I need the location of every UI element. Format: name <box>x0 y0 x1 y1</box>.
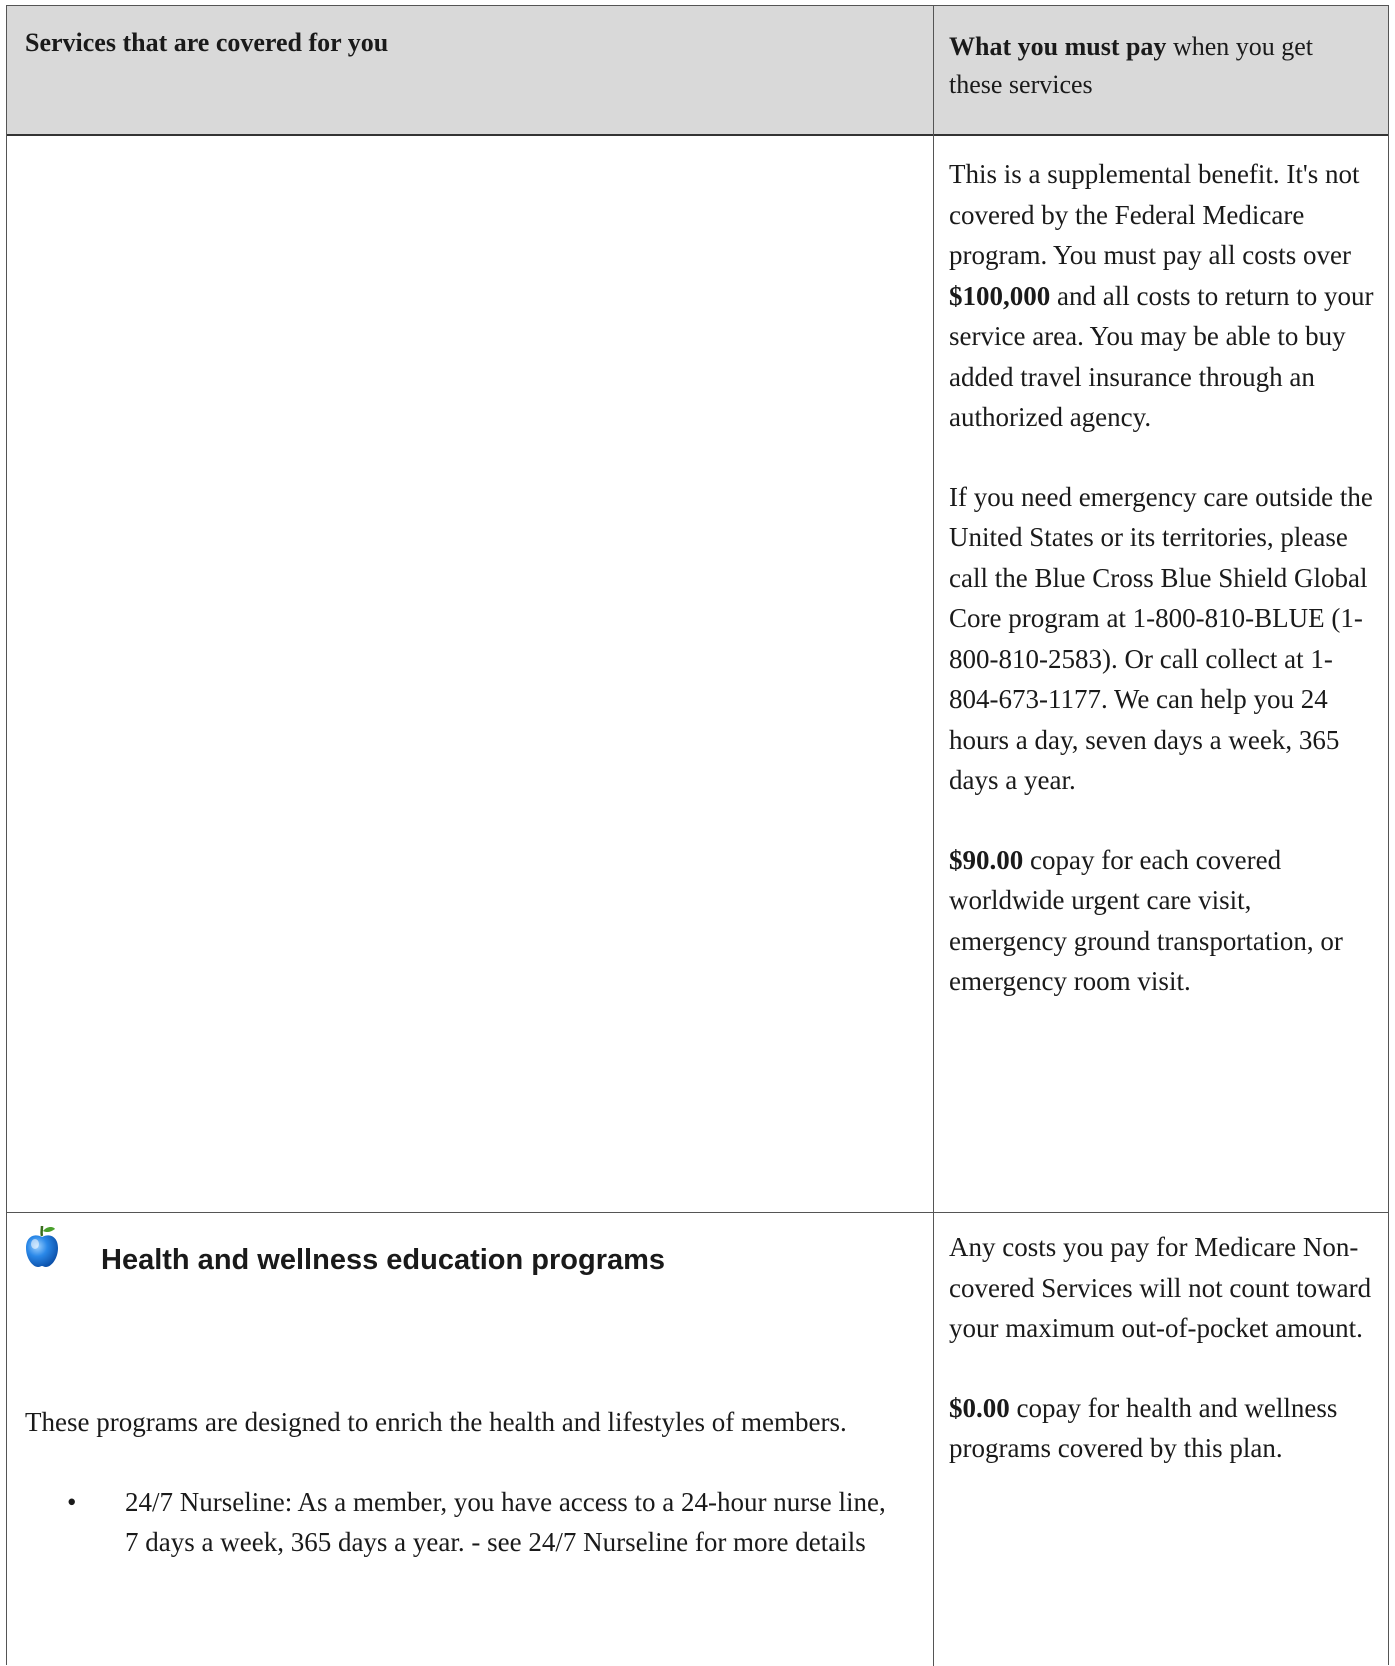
list-item <box>67 1482 895 1562</box>
benefits-table <box>6 5 1389 1665</box>
row1-cost-cell <box>949 154 1374 1041</box>
row1-p3-text: copay for each covered worldwide urgent care visit, emergency ground transportation, or emergency room visit. <box>949 844 1343 996</box>
column-divider <box>933 6 934 1666</box>
bullet-marker: • <box>67 1487 77 1517</box>
header-what-you-pay-rest: when you get these services <box>949 32 1314 99</box>
section-title-health-wellness: Health and wellness education programs <box>101 1244 666 1276</box>
row1-p1-text-b: and all costs to return to your service area. You may be able to buy added travel insurance through an authorized agency. <box>949 280 1374 432</box>
row2-cost-paragraph-2 <box>949 1388 1374 1469</box>
row1-cost-paragraph-3 <box>949 840 1374 1002</box>
row2-p2-text: copay for health and wellness programs covered by this plan. <box>949 1392 1338 1463</box>
header-services-covered: Services that are covered for you <box>25 28 389 57</box>
row-divider <box>7 1212 1388 1213</box>
table-header <box>7 6 1388 136</box>
bullet-text: 24/7 Nurseline: As a member, you have access to a 24-hour nurse line, 7 days a week, 365 days a year. - see 24/7 Nurseline for more details <box>125 1487 886 1557</box>
row1-p1-text-a: This is a supplemental benefit. It's not covered by the Federal Medicare program. You must pay all costs over <box>949 159 1360 270</box>
row2-cost-cell <box>949 1227 1374 1508</box>
row1-cost-paragraph-2: If you need emergency care outside the United States or its territories, please call the Blue Cross Blue Shield Global Core program at 1-800-810-BLUE (1-800-810-2583). Or call collect at 1-804-673-1177. We can help you 24 hours a day, seven days a week, 365 days a year. <box>949 481 1373 795</box>
row1-p1-amount: $100,000 <box>949 280 1051 311</box>
header-what-you-pay <box>949 28 1369 104</box>
header-what-you-pay-bold: What you must pay <box>949 32 1167 61</box>
row1-cost-paragraph-1 <box>949 154 1374 438</box>
apple-icon <box>23 1224 61 1268</box>
row2-cost-paragraph-1: Any costs you pay for Medicare Non-covered Services will not count toward your maximum out-of-pocket amount. <box>949 1232 1372 1343</box>
section-description: These programs are designed to enrich the health and lifestyles of members. <box>25 1407 847 1437</box>
row2-p2-amount: $0.00 <box>949 1392 1010 1423</box>
row1-p3-amount: $90.00 <box>949 844 1024 875</box>
